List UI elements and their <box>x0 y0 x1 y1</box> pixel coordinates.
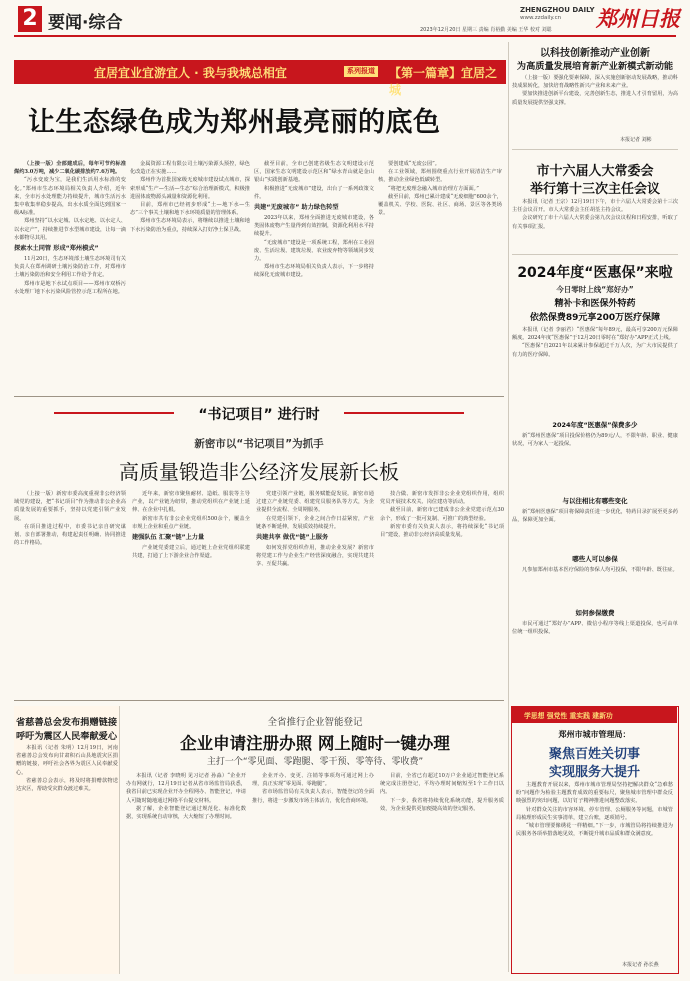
right-column-divider <box>508 42 509 972</box>
lead-col3-p1: 截至目前，全市已创建省级生态文明建设示范区，国家生态文明建设示范区和“绿水青山就是金山银山”实践创新基地。 <box>254 161 374 184</box>
medical-d-p1: 市民可通过“郑好办”APP、微信小程序等线上渠道投保，也可由单位统一组织投保。 <box>512 621 678 636</box>
right-top-p2: 要加快推进创新平台建设，完善创新生态，推进人才引育留用，为高质量发展提供坚强支撑。 <box>512 91 678 106</box>
lead-col4-p4: 截至目前，郑州已累计建成“无废细胞”600余个，覆盖机关、学校、医院、社区、商场、景区等各类场景。 <box>378 193 502 217</box>
medical-p2: “医惠保”自2021年以来累计参保超过千万人次，为广大市民提供了有力的医疗保障。 <box>512 343 678 358</box>
lead-col3b-p2: “无废城市”建设是一项系统工程，郑州在工业固废、生活垃圾、建筑垃圾、农业废弃物等领域同步发力。 <box>254 239 374 263</box>
reform-body <box>516 781 673 961</box>
newspaper-url: www.zzdaily.cn <box>520 15 562 21</box>
project-section-banner <box>14 402 504 424</box>
medical-body-b <box>512 508 678 552</box>
right-mid-body <box>512 198 678 250</box>
medical-b-p1: 新“郑州医惠保”项目将保障责任进一步优化，特药目录扩展至更多药品，保障更加全面。 <box>512 509 678 524</box>
reform-banner-text: 学思想 强党性 重实践 建新功 <box>524 712 613 720</box>
newspaper-en: ZHENGZHOU DAILY <box>520 6 595 14</box>
medical-sub-a: 2024年度“医惠保”保费多少 <box>552 421 638 429</box>
lead-col3b-p1: 2023年以来，郑州全面推进无废城市建设，各类固体废物产生量得到有效控制，资源化利用水平持续提升。 <box>254 215 374 238</box>
project-col4-p3: 新密市委有关负责人表示，将持续深化“书记项目”建设，推动非公经济高质量发展。 <box>380 523 504 539</box>
project-col-3 <box>256 490 374 696</box>
reform-p1: 主题教育开展以来，郑州市城市管理局坚持把解决群众“急难愁盼”问题作为检验主题教育成效的重要标尺，聚焦城市管理中群众反映强烈的突出问题，以钉钉子精神推进问题整改落实。 <box>516 782 673 805</box>
medical-body-c <box>512 566 678 606</box>
reform-signature: 本报记者 孙长燕 <box>622 962 659 968</box>
project-col3-p2: 在党建引领下，企业之间合作日益紧密，产业链条不断延伸，发展质效持续提升。 <box>256 515 374 530</box>
reform-headline-2: 聚焦百姓关切事 <box>548 747 640 762</box>
lead-intro: （上接一版）全部建成后，每年可节约标准煤约3.0万吨，减少二氧化碳排放约7.6万吨。 <box>14 161 126 176</box>
right-rule-1 <box>512 149 678 150</box>
date-line: 2023年12月20日 星期三 责编 肖裕勤 美编 王华 校对 刘聪 <box>420 27 552 33</box>
reform-box <box>511 706 679 974</box>
project-col2b-p1: 产业链党委建立后，通过链上企业党组织联建共建，打通了上下游企业合作渠道。 <box>132 545 250 560</box>
right-mid-p2: 会议研究了市十六届人大常委会第九次会议议程和日程安排，听取了有关事项汇报。 <box>512 215 678 230</box>
medical-p1: 本报讯（记者 李丽君）“医惠保”每年89元，最高可享200万元保障额度。2024年度“医惠保”于12月20日零时在“郑好办”APP正式上线。 <box>512 327 678 342</box>
gov-col3-p2: 下一步，我省将持续优化系统功能，提升服务质效，为企业提供更加便捷高效的登记服务。 <box>380 797 504 812</box>
lead-col2-p2: 郑州作为首批国家级无废城市建设试点城市，探索形成“生产—生活—生态”综合治理新模式，积极推进固体废物源头减量和资源化利用。 <box>130 177 250 200</box>
page-number: 2 <box>18 6 42 32</box>
lead-col1b-p2: 郑州市是地下水试点项目——郑州市双桥污水处理厂地下水污染风险管控示范工程所在地。 <box>14 280 126 295</box>
gov-kicker: 全省推行企业智能登记 <box>267 717 363 728</box>
project-top-rule <box>14 396 504 397</box>
right-top-headline-1: 以科技创新推动产业创新 <box>540 48 650 59</box>
reform-banner <box>512 707 677 723</box>
project-col4-p1: 技合做、新密市发挥非公企业党组织作用，组织党员开展技术攻关、岗位建功等活动。 <box>380 491 504 506</box>
reform-p2: 针对群众关注的市容环境、停车管理、公厕服务等问题，市城管局梳理形成民生实事清单，建立台账，逐项销号。 <box>516 806 673 821</box>
banner-series: 【第一篇章】宜居之城 <box>389 66 498 97</box>
section-title: 要闻·综合 <box>48 13 123 33</box>
medical-subhead-2: 精补卡和医保外特药 <box>554 299 636 309</box>
reform-headline-3: 实现服务大提升 <box>548 765 640 780</box>
right-rule-2 <box>512 254 678 255</box>
charity-p2: 省慈善总会表示，将及时将捐赠款物送达灾区，帮助受灾群众渡过难关。 <box>16 777 118 793</box>
project-col1-p1: （上接一版）新密市委高度重视非公经济领域党的建设，把“书记项目”作为推动非公企业高质量发展的重要抓手，坚持以党建引领产业发展。 <box>14 491 126 522</box>
lead-col-2 <box>130 160 250 392</box>
charity-box <box>14 706 120 974</box>
lead-col-1 <box>14 160 126 392</box>
project-col-1 <box>14 490 126 696</box>
project-sub1: 建强队伍 汇聚“链”上力量 <box>132 534 205 542</box>
lead-sub1: 探索水土同管 形成“郑州模式” <box>14 245 99 253</box>
lead-sub3: 共建“无废城市” 助力绿色转型 <box>254 204 339 212</box>
lead-col1-p2: 郑州坚持“以水定城、以水定地、以水定人、以水定产”，持续推进节水型城市建设，让每一滴水都物尽其用。 <box>14 218 126 241</box>
medical-body-a <box>512 432 678 492</box>
gov-col-2 <box>252 772 374 972</box>
project-section-title: “书记项目” 进行时 <box>198 407 320 423</box>
charity-p1: 本报讯（记者 朱明）12月19日，河南省慈善总会发布向甘肃积石山县地震灾区捐赠的链接，呼吁社会各界为震区人民奉献爱心。 <box>16 745 118 776</box>
gov-subhead: 主打一个“零见面、零跑腿、零干预、零等待、零收费” <box>206 757 424 767</box>
right-mid-headline-1: 市十六届人大常委会 <box>536 164 654 179</box>
gov-col1-p2: 据了解，企业智能登记通过规范化、标准化数据，实现系统自动审核，大大缩短了办理时间。 <box>126 805 246 821</box>
project-col4-p2: 截至目前，新密市已建成非公企业党建示范点30余个，形成了一批可复制、可推广的典型经验。 <box>380 507 504 522</box>
charity-headline-2: 呼吁为震区人民奉献爱心 <box>16 731 118 742</box>
lead-col3b-p3: 郑州市生态环境局相关负责人表示，下一步将持续深化无废城市建设。 <box>254 264 374 279</box>
lead-col4-p3: “将把无废理念融入城市治理方方面面。” <box>388 185 479 192</box>
reform-headline-1: 郑州市城市管理局： <box>558 730 631 739</box>
right-mid-p1: 本报讯（记者 王宗）12月19日下午，市十六届人大常委会第十三次主任会议召开。市人大常委会主任胡荃主持会议。 <box>512 199 678 214</box>
lead-col2-p3: 目前，郑州市已经初步形成“土—地下水—生态”三个事关土壤和地下水环境质量的管理体系。 <box>130 202 250 217</box>
project-bottom-rule <box>14 700 504 701</box>
gov-headline: 企业申请注册办照 网上随时一键办理 <box>180 734 450 753</box>
banner-tag: 系列报道 <box>344 66 378 77</box>
lead-col2-p4: 郑州市生态环境局表示，将继续以推进土壤和地下水污染防治为重点，持续深入打好净土保卫战。 <box>130 218 250 233</box>
medical-body <box>512 326 678 418</box>
medical-body-d <box>512 620 678 700</box>
project-kicker: 新密市以“书记项目”为抓手 <box>194 438 324 450</box>
lead-col4-p1: 要创建成“无废公园”。 <box>388 161 440 167</box>
medical-sub-d: 如何参保缴费 <box>575 609 615 617</box>
gov-col2-p1: 企业开办、变更、注销等事项均可通过网上办理，真正实现“零见面、零跑腿”。 <box>252 773 374 788</box>
gov-col-1 <box>126 772 246 972</box>
medical-headline: 2024年度“医惠保”来啦 <box>517 265 673 281</box>
medical-a-p1: 新“郑州医惠保”项目投保价格仍为89元/人，不限年龄、职业、健康状况，可为家人一起投保。 <box>512 433 678 448</box>
lead-col-4 <box>378 160 502 392</box>
banner-title: 宜居宜业宜游宜人 · 我与我城总相宜 <box>94 66 287 80</box>
lead-col1-p1: “污水变废为宝，是我们生活用水标准的变化。”郑州市生态环境局相关负责人介绍，近年来，全市污水处理能力持续提升，城市生活污水集中收集率稳步提高，出水水质全面达到国家一级A标准。 <box>14 177 126 217</box>
right-top-p1: （上接一版）要强化要素保障，深入实施创新驱动发展战略，推动科技成果转化，加快培育战略性新兴产业和未来产业。 <box>512 75 678 90</box>
lead-headline: 让生态绿色成为郑州最亮丽的底色 <box>28 107 441 138</box>
gov-col-3 <box>380 772 504 972</box>
lead-col2-p1: 金属资源工程有限公司土壤污染源头预控，绿色化改造正在实施…… <box>130 161 250 176</box>
project-col3-p1: 党建引领产业链，服务赋能促发展。新密市通过建立产业链党委、组建党员服务队等方式，为企业提供全流程、全周期服务。 <box>256 491 374 514</box>
right-mid-headline-2: 举行第十三次主任会议 <box>529 182 660 197</box>
project-sub2: 共建共享 做优“链”上服务 <box>256 534 329 542</box>
lead-col4-p2: 在工业领域，郑州围绕重点行业开展清洁生产审核，推动企业绿色低碳转型。 <box>378 169 502 184</box>
reform-p3: “城市管理要像绣花一样精细。”下一步，市城管局将持续推进为民服务各项举措落地见效，不断提升城市品质和群众满意度。 <box>516 823 673 838</box>
masthead-rule <box>14 35 676 37</box>
newspaper-logo: 郑州日报 <box>596 6 680 31</box>
gov-col3-p1: 目前，全省已有超过10万户企业通过智能登记系统完成注册登记，平均办理时间缩短至1个工作日以内。 <box>380 773 504 796</box>
right-top-signature: 本报记者 刘彬 <box>620 137 652 143</box>
project-col3b-p1: 如何发挥党组织作用，推动企业发展？新密市将党建工作与企业生产经营深度融合，实现共建共享、互促共赢。 <box>256 545 374 568</box>
gov-col1-p1: 本报讯（记者 李晓明 见习记者 孙淼）“企业开办有网就行，12月19日记者从省市场监管局获悉，我省目前已实现企业开办全程网办、智能登记，申请人可随时随地通过网络平台提交材料。 <box>126 773 246 804</box>
right-top-headline-2: 为高质量发展培育新产业新模式新动能 <box>516 61 674 72</box>
project-col2-p1: 近年来，新密市聚焦耐材、造纸、服装等主导产业，以产业链为纽带，推动党组织在产业链上延伸、在企业中扎根。 <box>132 491 250 514</box>
series-banner <box>14 60 506 97</box>
masthead <box>0 0 690 38</box>
lead-col3-p2: 积极推进“无废城市”建设，出台了一系列政策文件。 <box>254 185 374 200</box>
project-col-2 <box>132 490 250 696</box>
project-col-4 <box>380 490 504 696</box>
charity-body <box>16 744 118 964</box>
lead-col-3 <box>254 160 374 392</box>
medical-sub-b: 与以往相比有哪些变化 <box>562 497 628 505</box>
charity-headline-1: 省慈善总会发布捐赠链接 <box>16 717 118 728</box>
gov-col2-p2: 省市场监管局有关负责人表示，智能登记的全面推行，将进一步激发市场主体活力，优化营商环境。 <box>252 789 374 804</box>
lead-col1b-p1: 11月20日，生态环境部土壤生态环境司有关负责人在郑州调研土壤污染防治工作，对郑州市土壤污染防治和安全利用工作给予肯定。 <box>14 256 126 279</box>
medical-sub-c: 哪些人可以参保 <box>572 555 618 563</box>
right-top-body <box>512 74 678 144</box>
project-col2-p2: 新密市共有非公企业党组织500余个，覆盖全市规上企业和重点产业链。 <box>132 515 250 530</box>
medical-c-p1: 凡参加郑州市基本医疗保险的参保人均可投保，不限年龄、既往症。 <box>522 567 678 573</box>
project-headline: 高质量锻造非公经济发展新长板 <box>119 460 399 484</box>
medical-subhead-3: 依然保费89元享200万医疗保障 <box>529 313 661 323</box>
project-col1-p2: 在项目推进过程中，市委书记亲自研究谋划、亲自部署推动，构建起责任明确、协同推进的工作格局。 <box>14 523 126 547</box>
medical-subhead-1: 今日零时上线“郑好办” <box>556 285 634 294</box>
